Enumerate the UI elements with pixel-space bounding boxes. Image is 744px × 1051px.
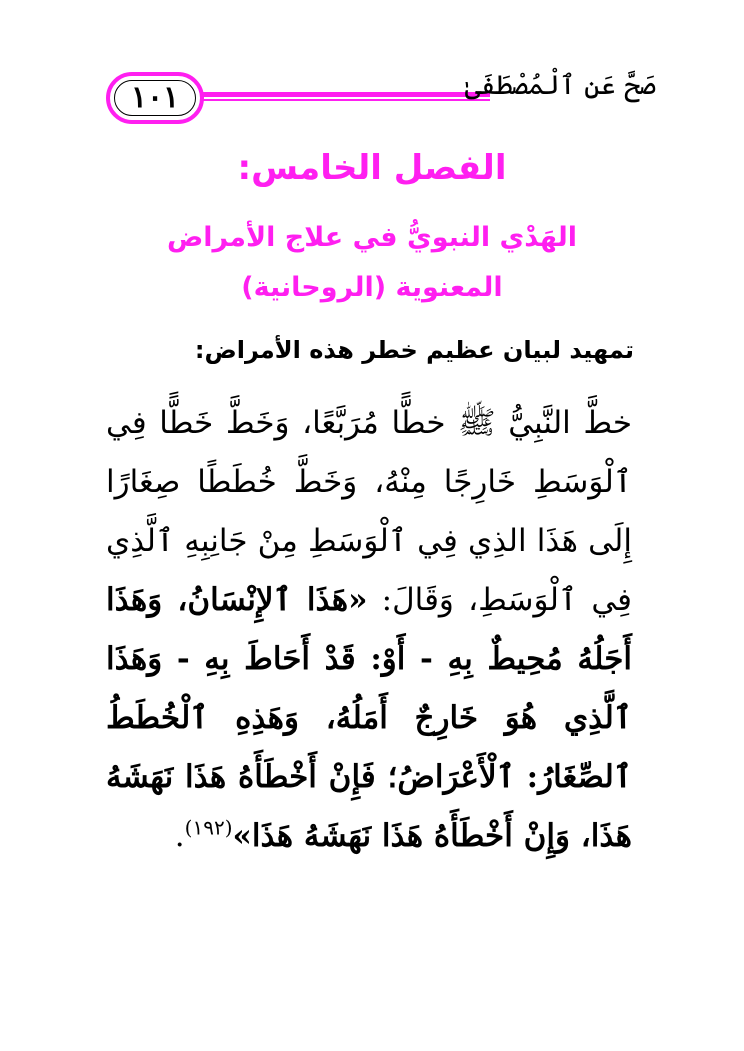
page-number-frame bbox=[106, 72, 204, 124]
header-rule bbox=[200, 92, 490, 102]
hadith-quote: «هَذَا ٱلإِنْسَانُ، وَهَذَا أَجَلُهُ مُحِيطٌ بِهِ - أَوْ: قَدْ أَحَاطَ بِهِ - وَهَذَا ٱلَّذِي هُوَ خَارِجٌ أَمَلُهُ، وَهَذِهِ ٱلْخُطَطُ ٱلصِّغَارُ: ٱلْأَعْرَاضُ؛ فَإِنْ أَخْطَأَهُ هَذَا نَهَشَهُ هَذَا، وَإِنْ أَخْطَأَهُ هَذَا نَهَشَهُ هَذَا» bbox=[106, 582, 632, 854]
page-number: ١٠١ bbox=[130, 80, 180, 115]
header-rule-thick bbox=[200, 92, 490, 97]
body-intro: خطَّ النَّبِيُّ ﷺ خطًّا مُرَبَّعًا، وَخَطَّ خَطًّا فِي ٱلْوَسَطِ خَارِجًا مِنْهُ، وَخَطَّ خُطَطًا صِغَارًا إِلَى هَذَا الذِي فِي ٱلْوَسَطِ مِنْ جَانِبِهِ ٱلَّذِي فِي ٱلْوَسَطِ، وَقَالَ: bbox=[106, 405, 632, 618]
body-end: . bbox=[174, 818, 185, 854]
header-rule-thin bbox=[200, 99, 490, 101]
chapter-title: الفصل الخامس: bbox=[237, 148, 507, 188]
page-header bbox=[96, 68, 656, 134]
body-paragraph bbox=[106, 394, 632, 866]
chapter-subtitle-line-2: المعنوية (الروحانية) bbox=[241, 272, 503, 303]
footnote-reference[interactable]: (١٩٢) bbox=[184, 815, 233, 840]
running-title: صَحَّ عَنِ ٱلْمُصْطَفَىٰ bbox=[464, 70, 656, 101]
section-heading: تمهيد لبيان عظيم خطر هذه الأمراض: bbox=[194, 336, 634, 364]
chapter-subtitle-line-1: الهَدْي النبويُّ في علاج الأمراض bbox=[166, 222, 578, 253]
